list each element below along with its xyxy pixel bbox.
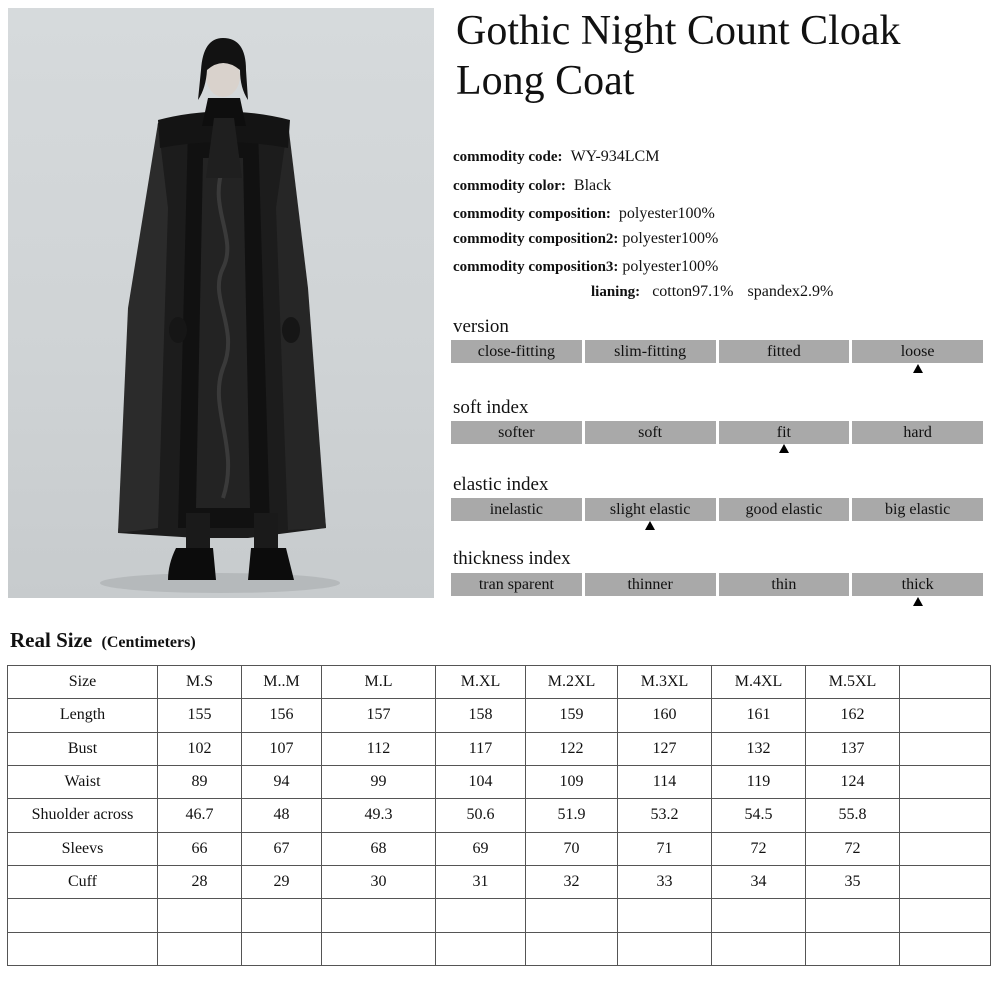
table-cell: 66 (158, 832, 242, 865)
table-header-cell: M.5XL (806, 666, 900, 699)
spec-color-label: commodity color: (453, 178, 566, 194)
row-label-cell: Length (8, 699, 158, 732)
spec-composition-label: commodity composition: (453, 206, 611, 222)
table-cell: 156 (242, 699, 322, 732)
version-option: slim-fitting (585, 340, 716, 363)
table-cell: 70 (526, 832, 618, 865)
table-header-cell: M.4XL (712, 666, 806, 699)
thickness-selected-marker (913, 597, 923, 606)
spec-color (453, 177, 611, 195)
soft-option: soft (585, 421, 716, 444)
table-cell (242, 899, 322, 932)
table-cell: 55.8 (806, 799, 900, 832)
row-label-cell (8, 899, 158, 932)
table-cell: 49.3 (322, 799, 436, 832)
soft-selected-marker (779, 444, 789, 453)
table-cell (900, 799, 991, 832)
table-cell (526, 932, 618, 965)
table-row (8, 832, 991, 865)
table-cell (242, 932, 322, 965)
soft-index-title: soft index (453, 397, 529, 418)
row-label-cell: Sleevs (8, 832, 158, 865)
table-cell: 99 (322, 765, 436, 798)
table-cell (712, 932, 806, 965)
thickness-option: thin (719, 573, 850, 596)
table-cell: 157 (322, 699, 436, 732)
table-header-cell: M.L (322, 666, 436, 699)
table-cell: 124 (806, 765, 900, 798)
table-cell: 162 (806, 699, 900, 732)
table-cell: 117 (436, 732, 526, 765)
table-header-cell: M.S (158, 666, 242, 699)
table-cell: 29 (242, 865, 322, 898)
size-table-unit: (Centimeters) (101, 634, 196, 651)
table-cell: 89 (158, 765, 242, 798)
soft-index-scale (451, 421, 983, 444)
table-cell: 127 (618, 732, 712, 765)
table-row (8, 732, 991, 765)
spec-composition-value: polyester100% (618, 205, 715, 222)
product-photo (8, 8, 434, 598)
table-cell (806, 899, 900, 932)
table-cell: 122 (526, 732, 618, 765)
table-cell: 46.7 (158, 799, 242, 832)
table-cell: 94 (242, 765, 322, 798)
version-scale (451, 340, 983, 363)
row-label-cell: Bust (8, 732, 158, 765)
table-cell (712, 899, 806, 932)
spec-lining (591, 283, 833, 301)
model-illustration (8, 8, 434, 598)
spec-lining-label: lianing: (591, 284, 641, 300)
table-cell: 72 (806, 832, 900, 865)
thickness-index-title: thickness index (453, 548, 571, 569)
soft-option: softer (451, 421, 582, 444)
table-cell (900, 732, 991, 765)
thickness-option: thick (852, 573, 983, 596)
soft-option: fit (719, 421, 850, 444)
table-header-cell: M.XL (436, 666, 526, 699)
version-option: loose (852, 340, 983, 363)
table-cell: 159 (526, 699, 618, 732)
table-cell: 107 (242, 732, 322, 765)
table-header-cell: M.3XL (618, 666, 712, 699)
row-label-cell: Waist (8, 765, 158, 798)
table-row (8, 765, 991, 798)
elastic-option: good elastic (719, 498, 850, 521)
spec-composition2-label: commodity composition2: (453, 231, 619, 247)
elastic-option: slight elastic (585, 498, 716, 521)
table-cell (900, 832, 991, 865)
table-cell: 161 (712, 699, 806, 732)
table-cell: 160 (618, 699, 712, 732)
table-cell: 69 (436, 832, 526, 865)
spec-composition3-value: polyester100% (622, 258, 719, 275)
elastic-option: inelastic (451, 498, 582, 521)
table-cell (436, 932, 526, 965)
spec-lining-value1: cotton97.1% (652, 283, 734, 300)
table-header-cell: Size (8, 666, 158, 699)
table-header-row (8, 666, 991, 699)
table-cell: 54.5 (712, 799, 806, 832)
elastic-selected-marker (645, 521, 655, 530)
version-title: version (453, 316, 509, 337)
table-cell: 31 (436, 865, 526, 898)
table-cell (806, 932, 900, 965)
size-table-title (10, 628, 196, 653)
table-cell (322, 899, 436, 932)
table-cell (900, 932, 991, 965)
spec-composition2 (453, 230, 718, 248)
row-label-cell (8, 932, 158, 965)
table-cell: 137 (806, 732, 900, 765)
table-cell (618, 899, 712, 932)
table-cell: 119 (712, 765, 806, 798)
table-cell: 35 (806, 865, 900, 898)
product-title: Gothic Night Count Cloak Long Coat (456, 8, 901, 104)
spec-composition3 (453, 258, 718, 276)
spec-composition2-value: polyester100% (622, 230, 719, 247)
size-table (7, 665, 991, 966)
thickness-index-scale (451, 573, 983, 596)
size-table-title-text: Real Size (10, 628, 93, 652)
table-cell: 112 (322, 732, 436, 765)
table-cell: 48 (242, 799, 322, 832)
table-cell (526, 899, 618, 932)
table-cell: 50.6 (436, 799, 526, 832)
table-cell: 28 (158, 865, 242, 898)
table-header-cell: M..M (242, 666, 322, 699)
version-selected-marker (913, 364, 923, 373)
table-cell: 53.2 (618, 799, 712, 832)
spec-lining-value2: spandex2.9% (747, 283, 834, 300)
table-cell (900, 765, 991, 798)
elastic-index-scale (451, 498, 983, 521)
table-cell: 32 (526, 865, 618, 898)
table-cell (618, 932, 712, 965)
thickness-option: thinner (585, 573, 716, 596)
table-cell: 67 (242, 832, 322, 865)
table-cell: 109 (526, 765, 618, 798)
table-row (8, 799, 991, 832)
table-cell: 72 (712, 832, 806, 865)
table-cell: 30 (322, 865, 436, 898)
spec-code-value: WY-934LCM (570, 148, 660, 165)
table-cell: 51.9 (526, 799, 618, 832)
elastic-option: big elastic (852, 498, 983, 521)
table-cell (900, 865, 991, 898)
table-cell (158, 899, 242, 932)
table-cell (322, 932, 436, 965)
elastic-index-title: elastic index (453, 474, 549, 495)
table-cell: 71 (618, 832, 712, 865)
version-option: close-fitting (451, 340, 582, 363)
spec-code (453, 148, 659, 166)
table-row (8, 865, 991, 898)
table-cell: 33 (618, 865, 712, 898)
table-cell: 104 (436, 765, 526, 798)
table-cell: 155 (158, 699, 242, 732)
table-row (8, 899, 991, 932)
table-cell (436, 899, 526, 932)
table-header-cell (900, 666, 991, 699)
table-row (8, 932, 991, 965)
spec-composition3-label: commodity composition3: (453, 259, 619, 275)
table-cell: 132 (712, 732, 806, 765)
version-option: fitted (719, 340, 850, 363)
table-cell: 102 (158, 732, 242, 765)
row-label-cell: Shuolder across (8, 799, 158, 832)
table-cell (900, 699, 991, 732)
table-cell: 68 (322, 832, 436, 865)
table-cell: 114 (618, 765, 712, 798)
table-cell: 34 (712, 865, 806, 898)
table-header-cell: M.2XL (526, 666, 618, 699)
table-row (8, 699, 991, 732)
row-label-cell: Cuff (8, 865, 158, 898)
thickness-option: tran sparent (451, 573, 582, 596)
table-cell: 158 (436, 699, 526, 732)
spec-color-value: Black (573, 177, 612, 194)
spec-code-label: commodity code: (453, 149, 563, 165)
spec-composition (453, 205, 715, 223)
table-cell (158, 932, 242, 965)
table-cell (900, 899, 991, 932)
soft-option: hard (852, 421, 983, 444)
